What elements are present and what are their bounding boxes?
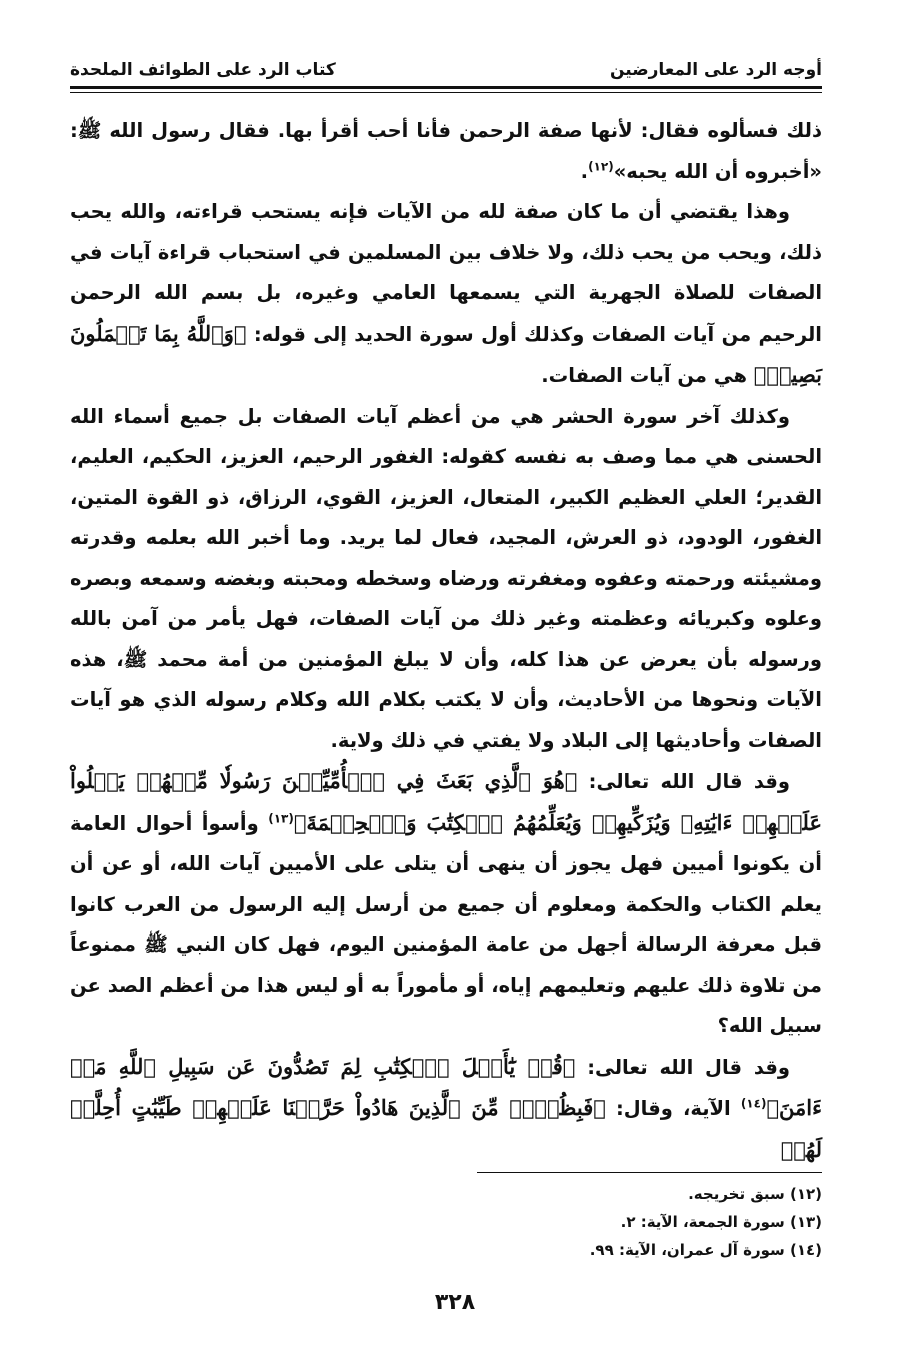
footnote-ref-14: (١٤) bbox=[740, 1096, 767, 1111]
paragraph-4-text: وأسوأ أحوال العامة أن يكونوا أميين فهل يجوز أن ينهى أن يتلى على الأميين آيات الله، أو عن أن يعلم الكتاب والحكمة ومعلوم أن جميع من أرسل إليه الرسول من العرب كانوا قبل معرفة الرسالة أجهل من عامة المؤمنين اليوم، فهل كان النبي ﷺ ممنوعاً من تلاوة ذلك عليهم وتعليمهم إياه، أو مأموراً به أو ليس هذا من أعظم الصد عن سبيل الله؟ bbox=[70, 811, 822, 1037]
footnote-13: (١٣) سورة الجمعة، الآية: ٢. bbox=[620, 1213, 822, 1231]
header-chapter-title: أوجه الرد على المعارضين bbox=[609, 60, 822, 80]
footnote-14: (١٤) سورة آل عمران، الآية: ٩٩. bbox=[589, 1241, 822, 1259]
paragraph-3-text: وكذلك آخر سورة الحشر هي من أعظم آيات الصفات بل جميع أسماء الله الحسنى هي مما وصف به نفسه كقوله: الغفور الرحيم، العزيز، الحكيم، العليم، القدير؛ العلي العظيم الكبير، المتعال، العزيز، القوي، الرزاق، ذو القوة المتين، الغفور، الودود، ذو العرش، المجيد، فعال لما يريد. وما أخبر الله بعلمه وقدرته ومشيئته ورحمته وعفوه ومغفرته ورضاه وسخطه ومحبته وبغضه وسمعه وبصره وعلوه وكبريائه وعظمته وغير ذلك من آيات الصفات، فهل يأمر من آمن بالله ورسوله بأن يعرض عن هذا كله، وأن لا يبلغ المؤمنين من أمة محمد ﷺ، هذه الآيات ونحوها من الأحاديث، وأن لا يكتب بكلام الله وكلام رسوله الذي هو آيات الصفات وأحاديثها إلى البلاد ولا يفتي في ذلك ولاية. bbox=[70, 404, 822, 752]
paragraph-2 bbox=[70, 192, 822, 397]
footnote-12: (١٢) سبق تخريجه. bbox=[688, 1185, 822, 1203]
header-double-rule bbox=[70, 86, 822, 93]
footnotes bbox=[70, 1180, 822, 1264]
paragraph-4-lead: وقد قال الله تعالى: bbox=[588, 770, 790, 793]
paragraph-2-text: وهذا يقتضي أن ما كان صفة لله من الآيات فإنه يستحب قراءته، والله يحب ذلك، ويحب من يحب ذلك، ولا خلاف بين المسلمين في استحباب قراءة آيات في الصفات للصلاة الجهرية التي يسمعها العامي وغيره، بل بسم الله الرحمن الرحيم من آيات الصفات وكذلك أول سورة الحديد إلى قوله: bbox=[70, 200, 822, 346]
footnote-separator bbox=[477, 1172, 822, 1173]
quran-verse-jumuah: ﴿هُوَ ٱلَّذِي بَعَثَ فِي ٱلۡأُمِّيِّـۧنَ رَسُولٗا مِّنۡهُمۡ يَتۡلُواْ عَلَيۡهِمۡ ءَايَٰتِهِۦ وَيُزَكِّيهِمۡ وَيُعَلِّمُهُمُ ٱلۡكِتَٰبَ وَٱلۡحِكۡمَةَ﴾ bbox=[70, 768, 822, 835]
page-number: ٣٢٨ bbox=[434, 1290, 476, 1315]
quran-verse-hadid: ﴿وَٱللَّهُ بِمَا تَعۡمَلُونَ بَصِيرٞ﴾ bbox=[70, 320, 822, 387]
paragraph-5-lead: وقد قال الله تعالى: bbox=[587, 1055, 790, 1079]
main-text bbox=[70, 111, 822, 1171]
header-book-title: كتاب الرد على الطوائف الملحدة bbox=[70, 60, 336, 80]
quran-verse-al-imran: ﴿قُلۡ يَٰٓأَهۡلَ ٱلۡكِتَٰبِ لِمَ تَصُدُّونَ عَن سَبِيلِ ٱللَّهِ مَنۡ ءَامَنَ﴾ bbox=[70, 1053, 822, 1120]
footnote-ref-13: (١٣) bbox=[268, 811, 294, 825]
quran-verse-nisa: ﴿فَبِظُلۡمٖ مِّنَ ٱلَّذِينَ هَادُواْ حَرَّمۡنَا عَلَيۡهِمۡ طَيِّبَٰتٍ أُحِلَّتۡ لَهُمۡ bbox=[70, 1095, 822, 1162]
paragraph-5-mid: الآية، وقال: bbox=[615, 1097, 731, 1120]
paragraph-2-tail: هي من آيات الصفات. bbox=[541, 364, 747, 387]
paragraph-1-tail: . bbox=[580, 159, 589, 183]
footnote-ref-12: (١٢) bbox=[588, 159, 614, 173]
paragraph-4 bbox=[70, 761, 822, 1047]
running-header bbox=[70, 48, 822, 80]
paragraph-5 bbox=[70, 1047, 822, 1172]
paragraph-1 bbox=[70, 111, 822, 192]
paragraph-3 bbox=[70, 397, 822, 762]
paragraph-1-text: ذلك فسألوه فقال: لأنها صفة الرحمن فأنا أحب أقرأ بها. فقال رسول الله ﷺ: «أخبروه أن الله يحبه» bbox=[70, 119, 822, 183]
